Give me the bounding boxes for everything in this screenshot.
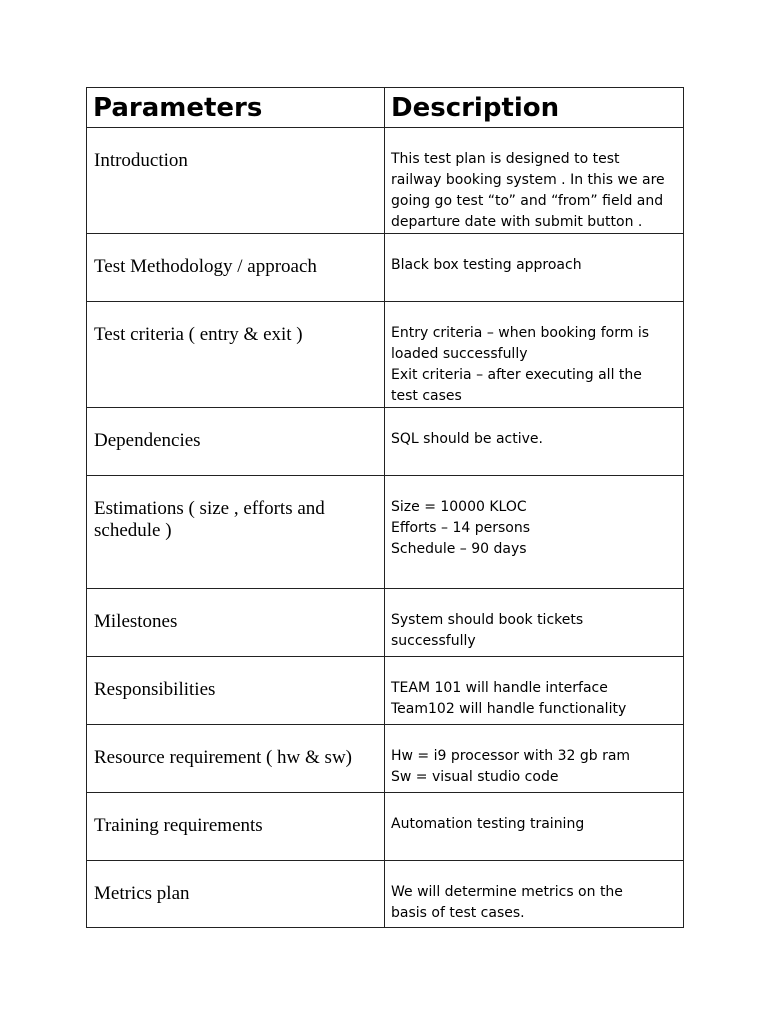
description-line: test cases	[391, 388, 462, 404]
parameter-cell: Test criteria ( entry & exit )	[87, 302, 385, 408]
description-line: Exit criteria – after executing all the	[391, 367, 642, 383]
parameter-cell: Resource requirement ( hw & sw)	[87, 725, 385, 793]
table-row	[87, 793, 684, 861]
parameter-cell: Metrics plan	[87, 861, 385, 928]
description-cell	[385, 128, 684, 234]
description-line: We will determine metrics on the	[391, 884, 623, 900]
parameter-cell: Responsibilities	[87, 657, 385, 725]
description-cell	[385, 861, 684, 928]
description-cell	[385, 725, 684, 793]
description-line: This test plan is designed to test	[391, 151, 620, 167]
parameter-cell: Test Methodology / approach	[87, 234, 385, 302]
table-row	[87, 128, 684, 234]
description-line: Automation testing training	[391, 816, 585, 832]
table-row	[87, 408, 684, 476]
description-header: Description	[385, 88, 684, 128]
description-line: going go test “to” and “from” field and	[391, 193, 664, 209]
header-row	[87, 88, 684, 128]
parameters-header: Parameters	[87, 88, 385, 128]
description-line: System should book tickets	[391, 612, 584, 628]
description-line: Team102 will handle functionality	[391, 701, 627, 717]
description-line: Efforts – 14 persons	[391, 520, 531, 536]
description-line: railway booking system . In this we are	[391, 172, 665, 188]
description-cell	[385, 234, 684, 302]
description-cell	[385, 476, 684, 589]
table-row	[87, 476, 684, 589]
description-cell	[385, 657, 684, 725]
description-cell	[385, 793, 684, 861]
parameter-cell: Introduction	[87, 128, 385, 234]
parameter-cell: Estimations ( size , efforts and schedule )	[87, 476, 385, 589]
test-plan-table	[86, 87, 684, 928]
description-line: successfully	[391, 633, 476, 649]
parameter-cell: Training requirements	[87, 793, 385, 861]
table-row	[87, 861, 684, 928]
description-line: basis of test cases.	[391, 905, 525, 921]
parameter-cell: Dependencies	[87, 408, 385, 476]
description-line: Size = 10000 KLOC	[391, 499, 527, 515]
description-line: Sw = visual studio code	[391, 769, 559, 785]
description-line: Hw = i9 processor with 32 gb ram	[391, 748, 631, 764]
description-cell	[385, 589, 684, 657]
table-row	[87, 302, 684, 408]
table-row	[87, 589, 684, 657]
table-row	[87, 725, 684, 793]
table-row	[87, 234, 684, 302]
table-row	[87, 657, 684, 725]
parameter-cell: Milestones	[87, 589, 385, 657]
description-cell	[385, 302, 684, 408]
description-line: SQL should be active.	[391, 431, 543, 447]
description-line: Entry criteria – when booking form is	[391, 325, 650, 341]
description-line: departure date with submit button .	[391, 214, 643, 230]
description-cell	[385, 408, 684, 476]
description-line: Schedule – 90 days	[391, 541, 527, 557]
description-line: Black box testing approach	[391, 257, 582, 273]
description-line: loaded successfully	[391, 346, 528, 362]
description-line: TEAM 101 will handle interface	[391, 680, 608, 696]
